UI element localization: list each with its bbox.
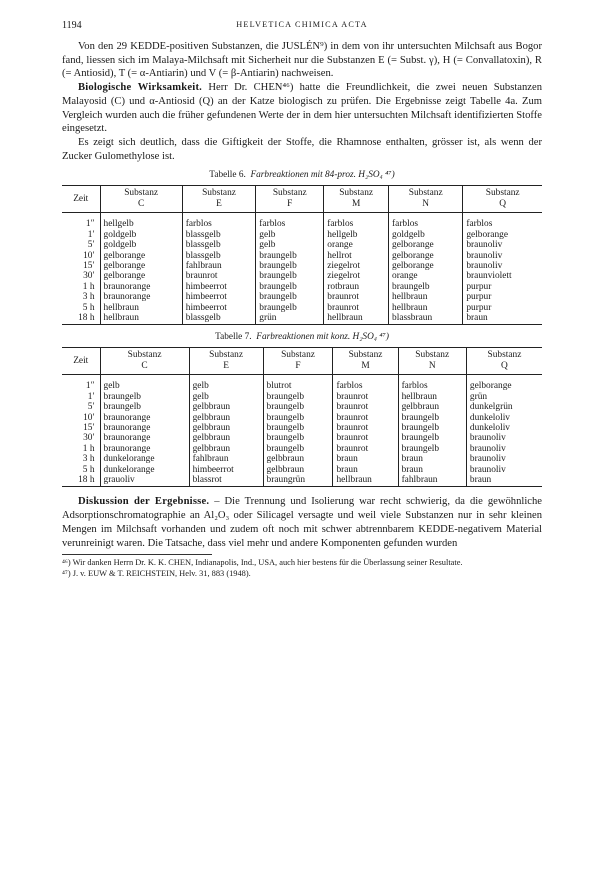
section-heading-biologische: Biologische Wirksamkeit. bbox=[78, 82, 203, 94]
table6-cell: blassgelb bbox=[182, 251, 256, 261]
header-letter: F bbox=[287, 199, 293, 210]
table6-time-cell: 10′ bbox=[83, 250, 95, 261]
table6-cell: braunorange bbox=[100, 282, 182, 292]
table7-header-row bbox=[62, 348, 542, 375]
table6-cell: grün bbox=[256, 313, 324, 325]
footnote-47: ⁴⁷) J. v. EUW & T. REICHSTEIN, Helv. 31, 883 (1948). bbox=[62, 568, 251, 578]
paragraph-4 bbox=[62, 495, 542, 550]
table7-cell: braunoliv bbox=[466, 444, 542, 454]
table7-cell: braun bbox=[466, 475, 542, 487]
header-letter: N bbox=[428, 361, 436, 372]
table7-time-cell: 1′ bbox=[87, 391, 95, 402]
table6-cell: braunrot bbox=[324, 292, 389, 302]
table7-cell: braunoliv bbox=[466, 465, 542, 475]
table6-cell: hellbraun bbox=[389, 303, 463, 313]
table7-header-cell: Zeit bbox=[62, 348, 100, 375]
section-heading-diskussion: Diskussion der Ergebnisse. bbox=[78, 496, 210, 508]
table6-row bbox=[62, 292, 542, 302]
table7-cell: braunrot bbox=[333, 433, 398, 443]
page-number: 1194 bbox=[62, 20, 82, 31]
table6-header-row bbox=[62, 186, 542, 213]
table7-cell: gelbbraun bbox=[189, 413, 263, 423]
table7-row bbox=[62, 475, 542, 487]
table6-row bbox=[62, 282, 542, 292]
table7-cell: braungelb bbox=[263, 392, 333, 402]
table6-time-cell: 5′ bbox=[87, 240, 95, 251]
page-header bbox=[62, 20, 542, 31]
table6-cell: ziegelrot bbox=[324, 261, 389, 271]
header-letter: F bbox=[295, 361, 301, 372]
header-word: Substanz bbox=[202, 188, 236, 199]
table7-cell: braungelb bbox=[263, 402, 333, 412]
table7-cell: braunoliv bbox=[466, 433, 542, 443]
table6-time-cell: 18 h bbox=[62, 313, 100, 325]
table7-header-cell bbox=[333, 348, 398, 375]
table7-cell: fahlbraun bbox=[189, 454, 263, 464]
table7-cell: blutrot bbox=[263, 375, 333, 392]
table7-caption bbox=[62, 332, 542, 342]
table7-cell: gelbbraun bbox=[263, 465, 333, 475]
header-word: Substanz bbox=[415, 350, 450, 361]
paragraph-4-text: – Die Trennung und Isolierung war recht schwierig, da die gewöhnliche Adsorptionschromatographie an Al₂O₃ oder Silicagel versagte und weil viele Substanzen nur in sehr kleinen Mengen im Milchsaft vorhanden und zudem oft noch mit schwer abtrennbarem KEDDE-negativem Material verunreinigt waren. Die Tatsache, dass viel mehr und andere Komponenten gefunden wurden bbox=[62, 496, 542, 549]
table6-cell: hellgelb bbox=[324, 230, 389, 240]
table6-cell: ziegelrot bbox=[324, 271, 389, 281]
journal-title: HELVETICA CHIMICA ACTA bbox=[236, 20, 368, 29]
table7-cell: braunrot bbox=[333, 413, 398, 423]
table6-cell: braunorange bbox=[100, 292, 182, 302]
table7-cell: gelb bbox=[100, 375, 189, 392]
table6-row bbox=[62, 271, 542, 281]
table6-row bbox=[62, 251, 542, 261]
table6-cell: fahlbraun bbox=[182, 261, 256, 271]
table7-cell: dunkeloliv bbox=[466, 413, 542, 423]
paragraph-2 bbox=[62, 81, 542, 136]
table7-header-cell bbox=[189, 348, 263, 375]
table6-cell: gelborange bbox=[100, 271, 182, 281]
table7-cell: braungelb bbox=[398, 423, 466, 433]
table7-cell: braunrot bbox=[333, 423, 398, 433]
table6-cell: gelb bbox=[256, 240, 324, 250]
table7-cell: dunkelorange bbox=[100, 454, 189, 464]
paragraph-3: Es zeigt sich deutlich, dass die Giftigkeit der Stoffe, die Rhamnose enthalten, grösser ist, als wenn der Zucker Gulomethylose ist. bbox=[62, 136, 542, 162]
table7-row bbox=[62, 423, 542, 433]
table6-cell: braunoliv bbox=[463, 251, 542, 261]
table7-cell: dunkelgrün bbox=[466, 402, 542, 412]
table6-cell: blassbraun bbox=[389, 313, 463, 325]
table6-cell: gelborange bbox=[463, 230, 542, 240]
table7-cell: braunorange bbox=[100, 413, 189, 423]
header-letter: M bbox=[361, 361, 370, 372]
table7-time-cell: 5′ bbox=[87, 402, 95, 413]
table6-row bbox=[62, 240, 542, 250]
header-word: Substanz bbox=[272, 188, 307, 199]
footnote-divider bbox=[62, 554, 212, 555]
table7-cell: gelb bbox=[189, 375, 263, 392]
table6-cell: braunoliv bbox=[463, 240, 542, 250]
table7-time-cell: 5 h bbox=[82, 464, 95, 475]
table7-cell: braungelb bbox=[398, 444, 466, 454]
table6-cell: farblos bbox=[256, 213, 324, 230]
table7-cell: gelbbraun bbox=[398, 402, 466, 412]
table6-header-cell bbox=[463, 186, 542, 213]
table6-cell: hellbraun bbox=[324, 313, 389, 325]
table6-cell: braunviolett bbox=[463, 271, 542, 281]
table6-time-cell: 15′ bbox=[83, 260, 95, 271]
table6-time-cell: 5 h bbox=[82, 302, 95, 313]
table7-cell: braunorange bbox=[100, 423, 189, 433]
table7-cell: dunkelorange bbox=[100, 465, 189, 475]
table7-cell: braungelb bbox=[263, 413, 333, 423]
table7-cell: himbeerrot bbox=[189, 465, 263, 475]
table6-caption bbox=[62, 170, 542, 180]
paragraph-1: Von den 29 KEDDE-positiven Substanzen, die JUSLÉN⁹) in dem von ihr untersuchten Milchsaft aus Bogor fand, liessen sich im Malaya-Milchsaft mit Sicherheit nur die Substanzen E (= Subst. γ), H (= Convallatoxin), R (= Antiosid), T (= α-Antiarin) und V (= β-Antiarin) nachweisen. bbox=[62, 41, 542, 80]
table7-row bbox=[62, 444, 542, 454]
table6-cell: himbeerrot bbox=[182, 303, 256, 313]
table6-body bbox=[62, 213, 542, 325]
table7-caption-label: Tabelle 7. bbox=[215, 332, 252, 343]
table7-cell: gelbbraun bbox=[189, 423, 263, 433]
table6-row bbox=[62, 261, 542, 271]
table6-cell: braungelb bbox=[256, 292, 324, 302]
table6-cell: himbeerrot bbox=[182, 292, 256, 302]
table6-caption-title: Farbreaktionen mit 84-proz. H₂SO₄ ⁴⁷) bbox=[250, 170, 395, 181]
table6-cell: braungelb bbox=[389, 282, 463, 292]
table7-header-cell bbox=[398, 348, 466, 375]
table7-cell: braunrot bbox=[333, 402, 398, 412]
table7-cell: dunkeloliv bbox=[466, 423, 542, 433]
table6-row bbox=[62, 230, 542, 240]
table7-cell: gelbbraun bbox=[189, 433, 263, 443]
table7-cell: hellbraun bbox=[398, 392, 466, 402]
table7-cell: braun bbox=[333, 454, 398, 464]
table6-time-cell: 1 h bbox=[82, 281, 95, 292]
table6-cell: farblos bbox=[389, 213, 463, 230]
table7-cell: blassrot bbox=[189, 475, 263, 487]
table6-cell: braungelb bbox=[256, 251, 324, 261]
table6-cell: blassgelb bbox=[182, 313, 256, 325]
table6-cell: braungelb bbox=[256, 261, 324, 271]
table6-cell: orange bbox=[389, 271, 463, 281]
table7-row bbox=[62, 413, 542, 423]
header-word: Substanz bbox=[127, 350, 162, 361]
table6-header-cell bbox=[324, 186, 389, 213]
table6-cell: purpur bbox=[463, 292, 542, 302]
table7-header-cell bbox=[100, 348, 189, 375]
table6-time-cell: 1″ bbox=[85, 219, 95, 230]
header-word: Substanz bbox=[487, 350, 522, 361]
header-letter: E bbox=[216, 199, 222, 210]
table7-cell: gelbbraun bbox=[189, 402, 263, 412]
table6-row bbox=[62, 213, 542, 230]
table6-cell: braunrot bbox=[324, 303, 389, 313]
table7-cell: braunrot bbox=[333, 392, 398, 402]
table6-time-cell: 1′ bbox=[87, 229, 95, 240]
table7-row bbox=[62, 454, 542, 464]
table6-header-cell bbox=[100, 186, 182, 213]
table7-cell: braun bbox=[398, 465, 466, 475]
table7-cell: gelbbraun bbox=[189, 444, 263, 454]
table7-cell: gelbbraun bbox=[263, 454, 333, 464]
table7-cell: braungelb bbox=[398, 413, 466, 423]
table7-cell: braunoliv bbox=[466, 454, 542, 464]
table6-cell: orange bbox=[324, 240, 389, 250]
header-word: Substanz bbox=[408, 188, 443, 199]
table7-row bbox=[62, 465, 542, 475]
table6-cell: braunoliv bbox=[463, 261, 542, 271]
table6-cell: blassgelb bbox=[182, 240, 256, 250]
table6-cell: braunrot bbox=[182, 271, 256, 281]
header-word: Substanz bbox=[348, 350, 383, 361]
table6-cell: himbeerrot bbox=[182, 282, 256, 292]
table7-cell: braunrot bbox=[333, 444, 398, 454]
table6-header-cell bbox=[256, 186, 324, 213]
table7-cell: braungelb bbox=[100, 402, 189, 412]
table7-caption-title: Farbreaktionen mit konz. H₂SO₄ ⁴⁷) bbox=[256, 332, 389, 343]
table6-cell: gelborange bbox=[100, 261, 182, 271]
table7-cell: fahlbraun bbox=[398, 475, 466, 487]
table7-header-cell bbox=[263, 348, 333, 375]
header-word: Substanz bbox=[124, 188, 159, 199]
table6-cell: farblos bbox=[463, 213, 542, 230]
table6-cell: farblos bbox=[324, 213, 389, 230]
table7-cell: grün bbox=[466, 392, 542, 402]
table7-time-cell: 18 h bbox=[62, 475, 100, 487]
table6-cell: hellbraun bbox=[100, 313, 182, 325]
table6-cell: gelborange bbox=[389, 251, 463, 261]
table7-cell: braungelb bbox=[398, 433, 466, 443]
table6-cell: hellbraun bbox=[100, 303, 182, 313]
table6-time-cell: 3 h bbox=[82, 292, 95, 303]
table6-cell: farblos bbox=[182, 213, 256, 230]
table7-row bbox=[62, 392, 542, 402]
table7-cell: braunorange bbox=[100, 433, 189, 443]
table7-cell: braungelb bbox=[263, 444, 333, 454]
table6-cell: braungelb bbox=[256, 282, 324, 292]
table7-cell: braungelb bbox=[263, 433, 333, 443]
table6-cell: purpur bbox=[463, 282, 542, 292]
header-letter: Q bbox=[501, 361, 508, 372]
table7-cell: braungrün bbox=[263, 475, 333, 487]
table6-cell: hellgelb bbox=[100, 213, 182, 230]
table7-cell: hellbraun bbox=[333, 475, 398, 487]
page bbox=[62, 20, 542, 579]
paragraph-2-text: Herr Dr. CHEN⁴⁶) hatte die Freundlichkeit, die zwei neuen Substanzen Malayosid (C) und α-Antiosid (Q) an der Katze biologisch zu prüfen. Die Ergebnisse zeigt Tabelle 4a. Zum Vergleich wurden auch die früher gefundenen Werte der in dem hier untersuchten Milchsaft identifizierten Stoffe eingesetzt. bbox=[62, 82, 542, 135]
table6-cell: braungelb bbox=[256, 303, 324, 313]
table6 bbox=[62, 185, 542, 325]
table6-cell: braungelb bbox=[256, 271, 324, 281]
table6-cell: gelborange bbox=[100, 251, 182, 261]
table6-cell: gelborange bbox=[389, 261, 463, 271]
table7-cell: farblos bbox=[398, 375, 466, 392]
table6-row bbox=[62, 303, 542, 313]
table7-cell: braungelb bbox=[263, 423, 333, 433]
table7-cell: gelborange bbox=[466, 375, 542, 392]
header-letter: E bbox=[223, 361, 229, 372]
header-letter: M bbox=[351, 199, 361, 210]
table6-cell: hellrot bbox=[324, 251, 389, 261]
header-word: Substanz bbox=[485, 188, 520, 199]
table7-time-cell: 30′ bbox=[83, 433, 95, 444]
table7-cell: grauoliv bbox=[100, 475, 189, 487]
table7-time-cell: 3 h bbox=[82, 454, 95, 465]
header-letter: C bbox=[141, 361, 148, 372]
header-word: Substanz bbox=[339, 188, 374, 199]
table6-row bbox=[62, 313, 542, 325]
header-letter: Q bbox=[499, 199, 507, 210]
header-word: Substanz bbox=[281, 350, 315, 361]
table7-row bbox=[62, 402, 542, 412]
table6-header-cell bbox=[389, 186, 463, 213]
table6-cell: purpur bbox=[463, 303, 542, 313]
table6-header-cell: Zeit bbox=[62, 186, 100, 213]
table7-cell: braungelb bbox=[100, 392, 189, 402]
table7-time-cell: 1″ bbox=[85, 381, 95, 392]
table6-cell: braun bbox=[463, 313, 542, 325]
table6-header-cell bbox=[182, 186, 256, 213]
table6-cell: goldgelb bbox=[100, 230, 182, 240]
table7-body bbox=[62, 375, 542, 487]
table7-row bbox=[62, 375, 542, 392]
table7-cell: braunorange bbox=[100, 444, 189, 454]
header-letter: N bbox=[422, 199, 430, 210]
table7-time-cell: 15′ bbox=[83, 423, 95, 434]
table7-cell: braun bbox=[333, 465, 398, 475]
header-word: Substanz bbox=[209, 350, 243, 361]
table7-row bbox=[62, 433, 542, 443]
table6-cell: gelborange bbox=[389, 240, 463, 250]
table7-time-cell: 10′ bbox=[83, 412, 95, 423]
table6-time-cell: 30′ bbox=[83, 271, 95, 282]
table6-cell: gelb bbox=[256, 230, 324, 240]
table7-header-cell bbox=[466, 348, 542, 375]
table6-cell: hellbraun bbox=[389, 292, 463, 302]
footnote-46: ⁴⁶) Wir danken Herrn Dr. K. K. CHEN, Indianapolis, Ind., USA, auch hier bestens für die Überlassung seiner Resultate. bbox=[62, 558, 463, 568]
table6-cell: goldgelb bbox=[100, 240, 182, 250]
table7-cell: braun bbox=[398, 454, 466, 464]
table6-cell: goldgelb bbox=[389, 230, 463, 240]
table7-cell: gelb bbox=[189, 392, 263, 402]
table7-time-cell: 1 h bbox=[82, 443, 95, 454]
table7-cell: farblos bbox=[333, 375, 398, 392]
table6-cell: rotbraun bbox=[324, 282, 389, 292]
table7 bbox=[62, 347, 542, 487]
header-letter: C bbox=[138, 199, 145, 210]
table6-caption-label: Tabelle 6. bbox=[209, 170, 246, 181]
table6-cell: blassgelb bbox=[182, 230, 256, 240]
